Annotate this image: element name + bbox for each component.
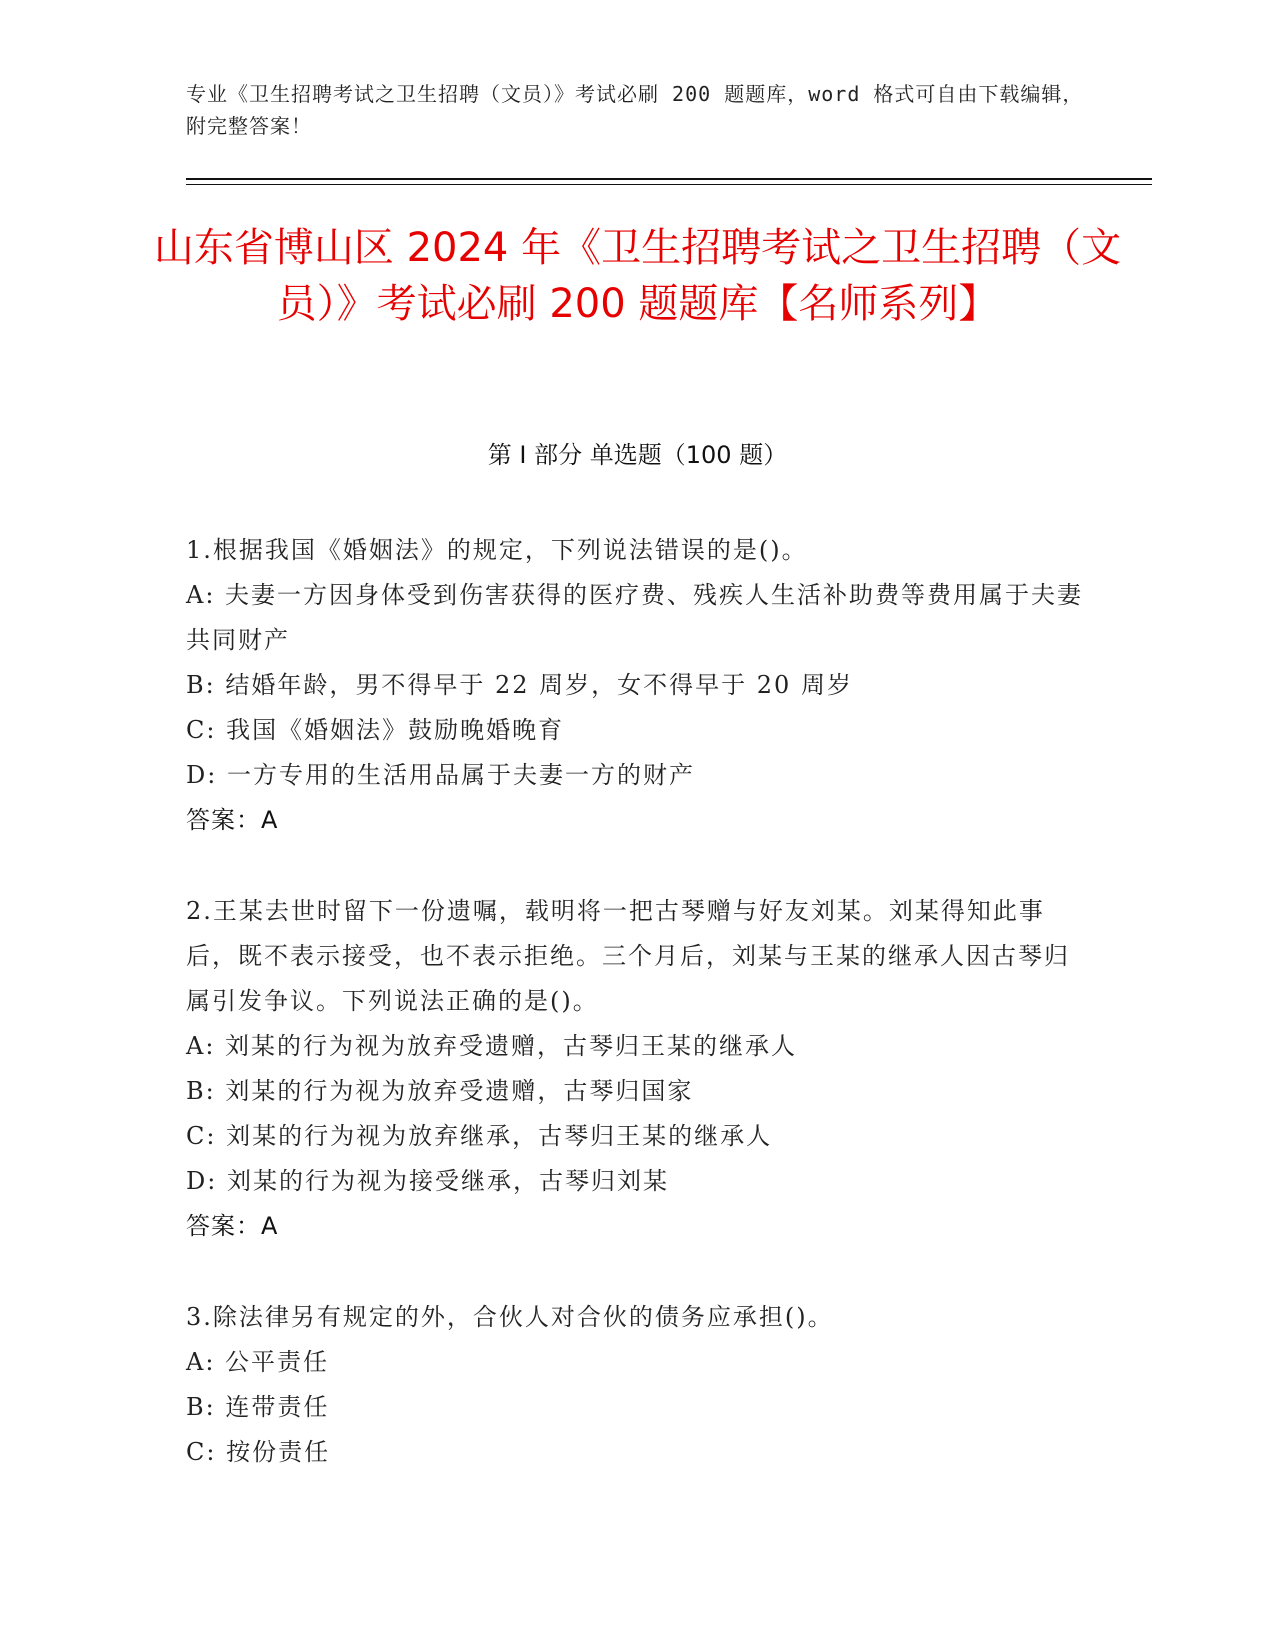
question-1 <box>186 528 1086 843</box>
question-2 <box>186 889 1086 1249</box>
option-b: B: 连带责任 <box>186 1393 330 1421</box>
answer-line: 答案：A <box>186 1212 279 1240</box>
option-c: C: 刘某的行为视为放弃继承，古琴归王某的继承人 <box>186 1122 773 1150</box>
question-stem: 1.根据我国《婚姻法》的规定，下列说法错误的是()。 <box>186 536 808 564</box>
option-a: A: 夫妻一方因身体受到伤害获得的医疗费、残疾人生活补助费等费用属于夫妻共同财产 <box>186 581 1084 654</box>
question-list <box>186 528 1086 1521</box>
section-heading: 第 I 部分 单选题（100 题） <box>487 441 788 469</box>
option-b: B: 刘某的行为视为放弃受遗赠，古琴归国家 <box>186 1077 694 1105</box>
question-3 <box>186 1295 1086 1475</box>
option-d: D: 一方专用的生活用品属于夫妻一方的财产 <box>186 761 695 789</box>
option-a: A: 公平责任 <box>186 1348 330 1376</box>
option-b: B: 结婚年龄，男不得早于 22 周岁，女不得早于 20 周岁 <box>186 671 853 699</box>
header-divider-thick <box>186 178 1152 180</box>
option-d: D: 刘某的行为视为接受继承，古琴归刘某 <box>186 1167 669 1195</box>
document-title: 山东省博山区 2024 年《卫生招聘考试之卫生招聘（文员）》考试必刷 200 题题库【名师系列】 <box>153 225 1122 327</box>
question-stem: 3.除法律另有规定的外，合伙人对合伙的债务应承担()。 <box>186 1303 834 1331</box>
question-stem: 2.王某去世时留下一份遗嘱，载明将一把古琴赠与好友刘某。刘某得知此事后，既不表示接受，也不表示拒绝。三个月后，刘某与王某的继承人因古琴归属引发争议。下列说法正确的是()。 <box>186 897 1070 1015</box>
header-divider-thin <box>186 184 1152 185</box>
option-c: C: 按份责任 <box>186 1438 331 1466</box>
option-a: A: 刘某的行为视为放弃受遗赠，古琴归王某的继承人 <box>186 1032 798 1060</box>
option-c: C: 我国《婚姻法》鼓励晚婚晚育 <box>186 716 565 744</box>
header-note: 专业《卫生招聘考试之卫生招聘（文员）》考试必刷 200 题题库，word 格式可自由下载编辑，附完整答案！ <box>186 82 1084 138</box>
answer-line: 答案：A <box>186 806 279 834</box>
